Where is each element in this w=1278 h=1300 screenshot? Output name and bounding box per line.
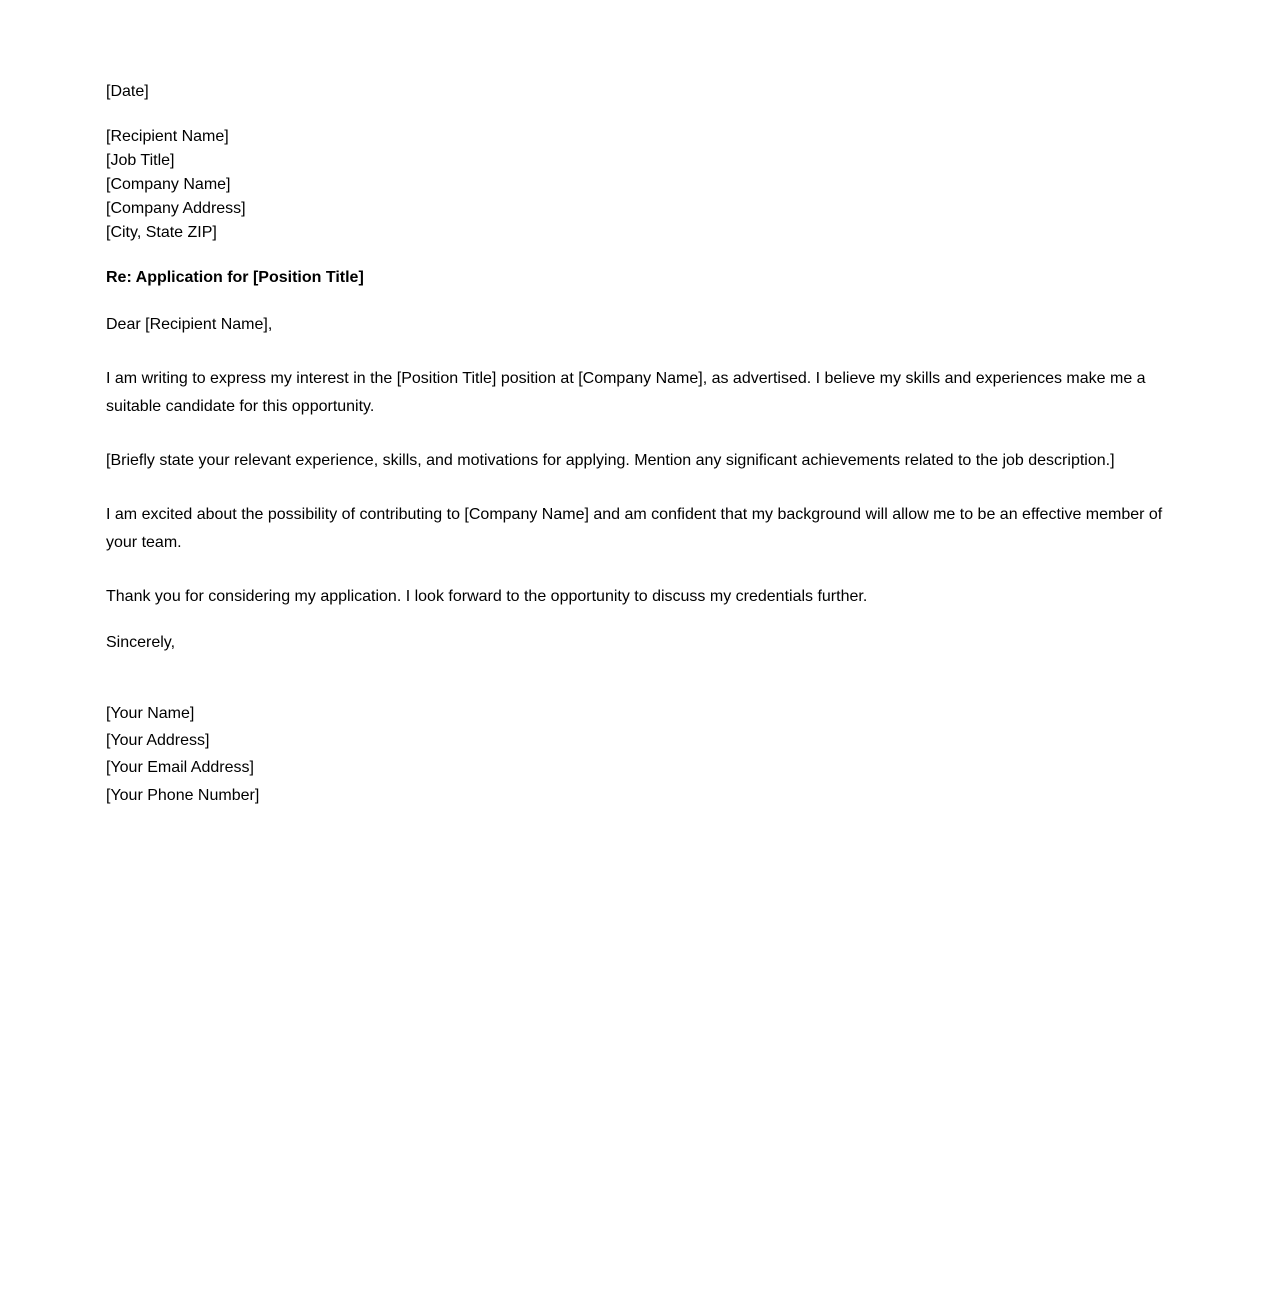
body-paragraph: I am writing to express my interest in the [Position Title] position at [Company Name], as advertised. I believe my skills and experiences make me a suitable candidate for this opportunity. [106, 370, 1146, 415]
body-paragraph: I am excited about the possibility of contributing to [Company Name] and am confident that my background will allow me to be an effective member of your team. [106, 506, 1163, 551]
recipient-job-title: [Job Title] [106, 152, 175, 169]
signature-name: [Your Name] [106, 705, 195, 722]
subject-line: Re: Application for [Position Title] [106, 269, 364, 286]
body-paragraph: [Briefly state your relevant experience, skills, and motivations for applying. Mention any significant achievements related to the job description.] [106, 452, 1115, 469]
signature-email: [Your Email Address] [106, 759, 254, 776]
recipient-city-state-zip: [City, State ZIP] [106, 224, 217, 241]
recipient-company: [Company Name] [106, 176, 231, 193]
signature-address: [Your Address] [106, 732, 210, 749]
recipient-name: [Recipient Name] [106, 128, 229, 145]
recipient-address: [Company Address] [106, 200, 246, 217]
signature-phone: [Your Phone Number] [106, 787, 260, 804]
closing: Sincerely, [106, 634, 176, 651]
letter-date: [Date] [106, 83, 149, 100]
body-paragraph: Thank you for considering my application. I look forward to the opportunity to discuss my credentials further. [106, 588, 868, 605]
salutation: Dear [Recipient Name], [106, 316, 273, 333]
